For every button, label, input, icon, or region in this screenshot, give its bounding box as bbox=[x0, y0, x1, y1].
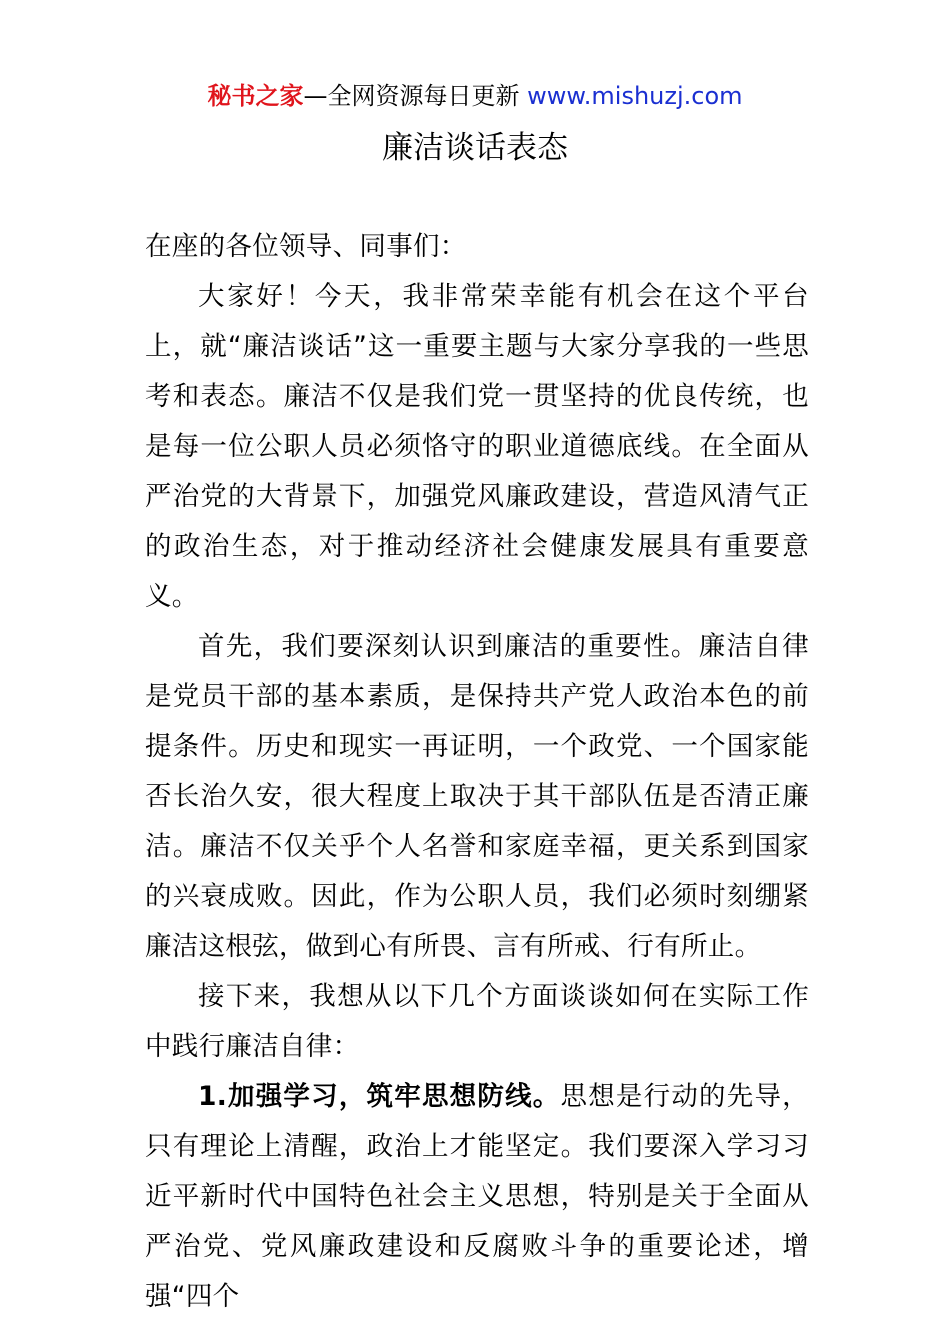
paragraph-opening: 大家好！今天，我非常荣幸能有机会在这个平台上，就“廉洁谈话”这一重要主题与大家分享我的一些思考和表态。廉洁不仅是我们党一贯坚持的优良传统，也是每一位公职人员必须恪守的职业道德底线。在全面从严治党的大背景下，加强党风廉政建设，营造风清气正的政治生态，对于推动经济社会健康发展具有重要意义。 bbox=[145, 281, 809, 612]
site-header bbox=[0, 80, 950, 112]
site-tagline: —全网资源每日更新 bbox=[303, 82, 520, 110]
point-1-text: 思想是行动的先导，只有理论上清醒，政治上才能坚定。我们要深入学习习近平新时代中国特色社会主义思想，特别是关于全面从严治党、党风廉政建设和反腐败斗争的重要论述，增强“四个 bbox=[145, 1081, 809, 1312]
point-1-heading: 1.加强学习，筑牢思想防线。 bbox=[198, 1081, 561, 1112]
site-brand: 秘书之家 bbox=[207, 82, 304, 110]
document-title: 廉洁谈话表态 bbox=[382, 130, 568, 166]
paragraph-point-1 bbox=[145, 1072, 809, 1322]
paragraph-importance: 首先，我们要深刻认识到廉洁的重要性。廉洁自律是党员干部的基本素质，是保持共产党人政治本色的前提条件。历史和现实一再证明，一个政党、一个国家能否长治久安，很大程度上取决于其干部队伍是否清正廉洁。廉洁不仅关乎个人名誉和家庭幸福，更关系到国家的兴衰成败。因此，作为公职人员，我们必须时刻绷紧廉洁这根弦，做到心有所畏、言有所戒、行有所止。 bbox=[145, 631, 809, 962]
document-body bbox=[145, 222, 809, 1322]
site-url-link[interactable]: www.mishuzj.com bbox=[527, 82, 743, 110]
paragraph-transition: 接下来，我想从以下几个方面谈谈如何在实际工作中践行廉洁自律： bbox=[145, 981, 809, 1062]
salutation: 在座的各位领导、同事们： bbox=[145, 231, 467, 262]
